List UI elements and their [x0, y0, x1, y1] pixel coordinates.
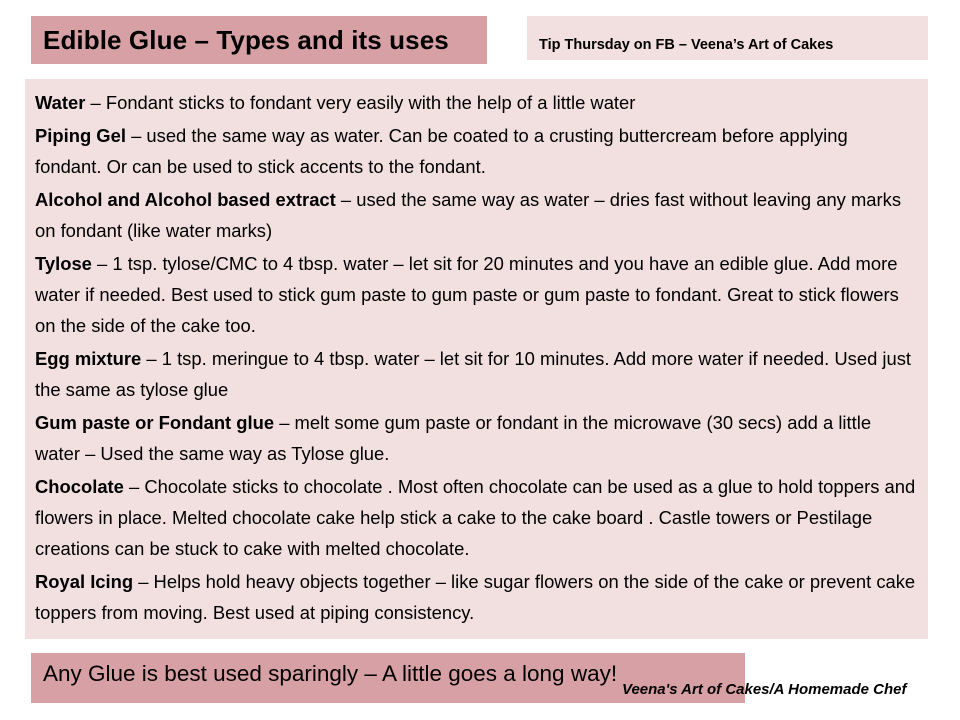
- credit-watermark: Veena's Art of Cakes/A Homemade Chef: [622, 681, 907, 698]
- entry-description: – Fondant sticks to fondant very easily with the help of a little water: [85, 92, 636, 113]
- entry-description: – used the same way as water. Can be coated to a crusting buttercream before applying fondant. Or can be used to stick accents to the fondant.: [35, 125, 848, 177]
- page-title: Edible Glue – Types and its uses: [43, 24, 449, 55]
- entry-description: – Helps hold heavy objects together – like sugar flowers on the side of the cake or prevent cake toppers from moving. Best used at piping consistency.: [35, 571, 916, 623]
- list-item-alcohol: [35, 184, 918, 246]
- tip-text: Tip Thursday on FB – Veena’s Art of Cakes: [539, 37, 834, 53]
- entry-term: Gum paste or Fondant glue: [35, 412, 275, 433]
- entry-term: Tylose: [35, 253, 92, 274]
- entry-term: Royal Icing: [35, 571, 134, 592]
- entry-description: – 1 tsp. tylose/CMC to 4 tbsp. water – let sit for 20 minutes and you have an edible glue. Add more water if needed. Best used to stick gum paste to gum paste or gum paste to fondant. Great to stick flowers on the side of the cake too.: [35, 253, 899, 336]
- list-item-gum-paste-glue: [35, 407, 918, 469]
- title-banner: [31, 16, 487, 64]
- entry-term: Alcohol and Alcohol based extract: [35, 189, 336, 210]
- list-item-tylose: [35, 248, 918, 341]
- list-item-chocolate: [35, 471, 918, 564]
- list-item-royal-icing: [35, 566, 918, 628]
- entry-term: Water: [35, 92, 86, 113]
- list-item-piping-gel: [35, 120, 918, 182]
- glue-types-list: [25, 79, 928, 639]
- entry-term: Chocolate: [35, 476, 124, 497]
- footer-note: Any Glue is best used sparingly – A little goes a long way!: [43, 661, 618, 686]
- entry-description: – Chocolate sticks to chocolate . Most often chocolate can be used as a glue to hold toppers and flowers in place. Melted chocolate cake help stick a cake to the cake board . Castle towers or Pestilage creations can be stuck to cake with melted chocolate.: [35, 476, 916, 559]
- entry-description: – 1 tsp. meringue to 4 tbsp. water – let sit for 10 minutes. Add more water if needed. Used just the same as tylose glue: [35, 348, 912, 400]
- entry-description: – used the same way as water – dries fast without leaving any marks on fondant (like water marks): [35, 189, 902, 241]
- tip-banner: [527, 16, 928, 60]
- entry-term: Piping Gel: [35, 125, 126, 146]
- list-item-egg-mixture: [35, 343, 918, 405]
- entry-description: – melt some gum paste or fondant in the microwave (30 secs) add a little water – Used the same way as Tylose glue.: [35, 412, 872, 464]
- list-item-water: [35, 87, 918, 118]
- entry-term: Egg mixture: [35, 348, 142, 369]
